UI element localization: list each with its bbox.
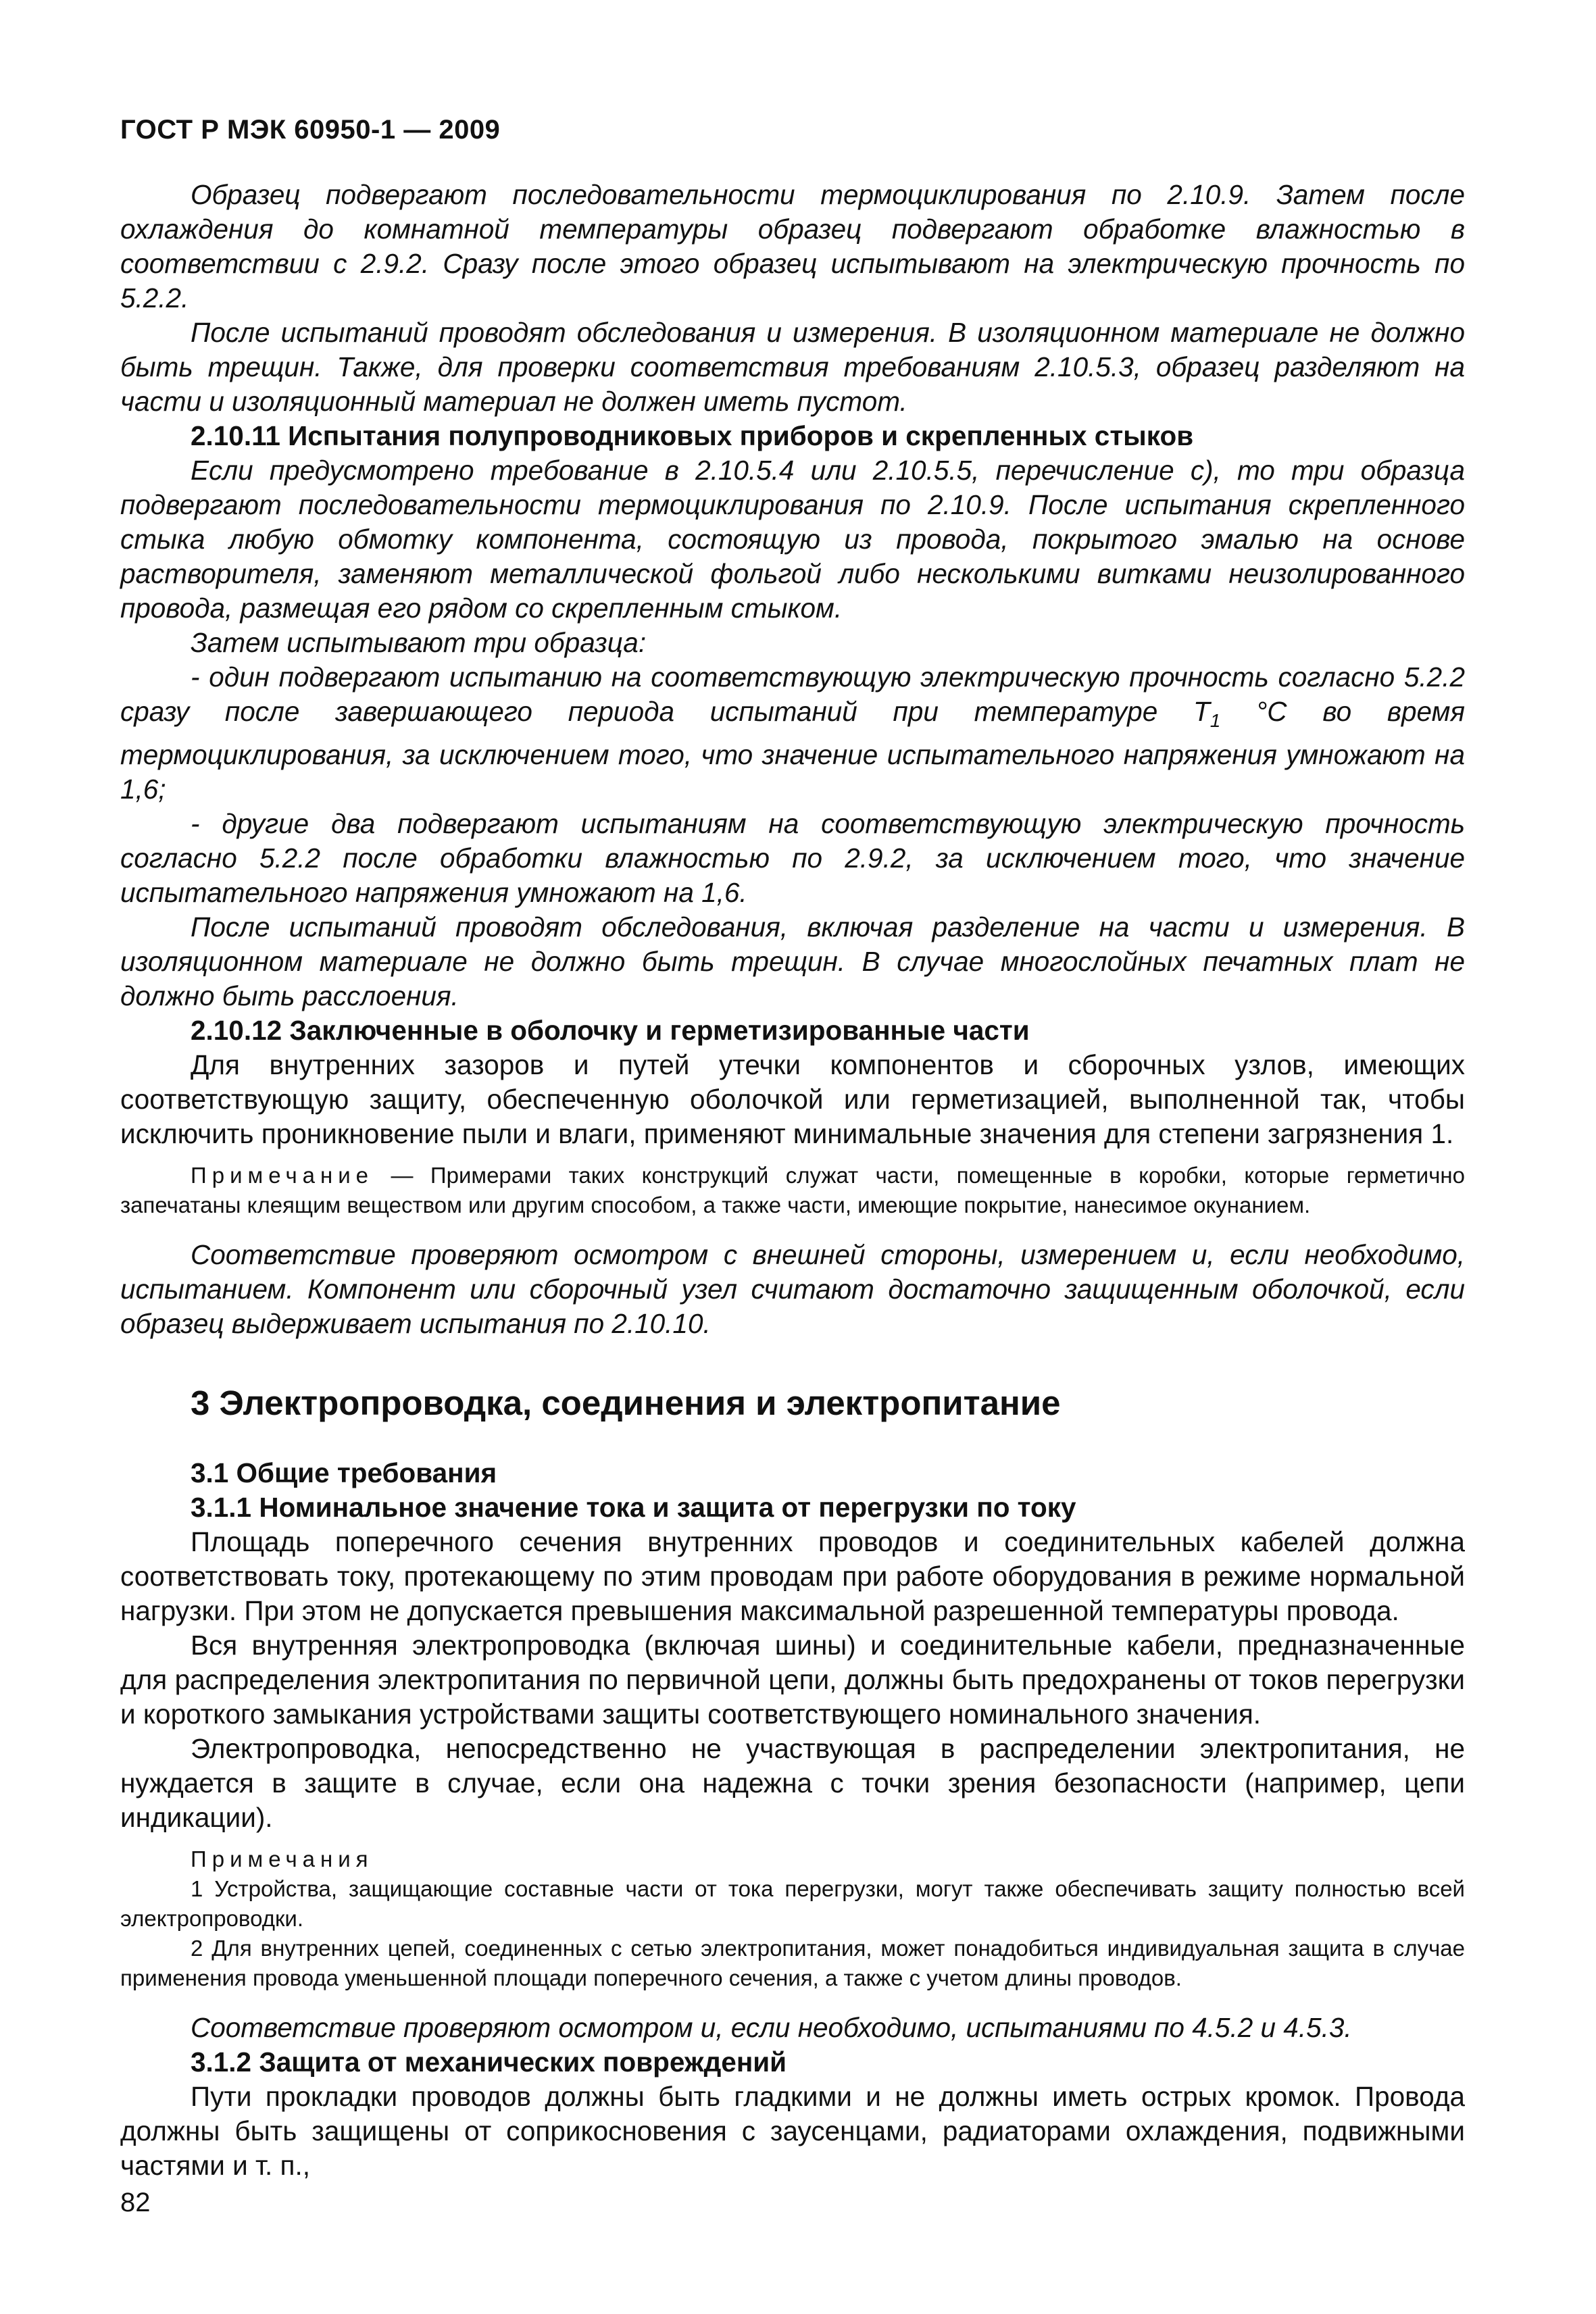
paragraph: Для внутренних зазоров и путей утечки компонентов и сборочных узлов, имеющих соответствующую защиту, обеспеченную оболочкой или герметизацией, выполненной так, чтобы исключить проникновение пыли и влаги, применяют минимальные значения для степени загрязнения 1. [120,1049,1465,1150]
paragraph: Соответствие проверяют осмотром с внешней стороны, измерением и, если необходимо, испытанием. Компонент или сборочный узел считают достаточно защищенным оболочкой, если образец выдерживает испытания по 2.10.10. [120,1239,1465,1340]
notes-label [120,1844,1465,1874]
paragraph-text: °С во время термоциклирования, за исключением того, что значение испытательного напряжения умножают на 1,6; [120,696,1465,805]
paragraph: Электропроводка, непосредственно не участвующая в распределении электропитания, не нуждается в защите в случае, если она надежна с точки зрения безопасности (например, цепи индикации). [120,1733,1465,1834]
note-item: 1 Устройства, защищающие составные части от тока перегрузки, могут также обеспечивать защиту полностью всей электропроводки. [120,1876,1465,1932]
page-number: 82 [120,2188,151,2217]
subsection-heading-2-10-11: 2.10.11 Испытания полупроводниковых приборов и скрепленных стыков [191,420,1194,451]
paragraph: Пути прокладки проводов должны быть гладкими и не должны иметь острых кромок. Провода должны быть защищены от соприкосновения с заусенцами, радиаторами охлаждения, подвижными частями и т. п., [120,2081,1465,2182]
paragraph: Площадь поперечного сечения внутренних проводов и соединительных кабелей должна соответствовать току, протекающему по этим проводам при работе оборудования в режиме нормальной нагрузки. При этом не допускается превышения максимальной разрешенной температуры провода. [120,1526,1465,1627]
note-label: Примечание [191,1163,374,1188]
paragraph: Затем испытывают три образца: [191,627,647,658]
paragraph-text: - один подвергают испытанию на соответствующую электрическую прочность согласно 5.2.2 сразу после завершающего периода испытаний при температуре T [120,661,1465,727]
subsection-heading-2-10-12: 2.10.12 Заключенные в оболочку и герметизированные части [191,1015,1030,1047]
document-header: ГОСТ Р МЭК 60950-1 — 2009 [120,115,501,145]
notes-label-text: Примечания [191,1846,374,1872]
subsection-heading-3-1: 3.1 Общие требования [191,1457,497,1489]
section-heading-3: 3 Электропроводка, соединения и электропитание [191,1384,1061,1423]
paragraph: После испытаний проводят обследования и измерения. В изоляционном материале не должно быть трещин. Также, для проверки соответствия требованиям 2.10.5.3, образец разделяют на части и изоляционный материал не должен иметь пустот. [120,317,1465,417]
paragraph: Соответствие проверяют осмотром и, если необходимо, испытаниями по 4.5.2 и 4.5.3. [191,2012,1352,2044]
paragraph: - другие два подвергают испытаниям на соответствующую электрическую прочность согласно 5.2.2 после обработки влажностью по 2.9.2, за исключением того, что значение испытательного напряжения умножают на 1,6. [120,808,1465,909]
document-page [120,115,1465,2183]
paragraph: Вся внутренняя электропроводка (включая шины) и соединительные кабели, предназначенные для распределения электропитания по первичной цепи, должны быть предохранены от токов перегрузки и короткого замыкания устройствами защиты соответствующего номинального значения. [120,1630,1465,1730]
note [120,1161,1465,1220]
paragraph [120,660,1465,807]
note-text: — Примерами таких конструкций служат части, помещенные в коробки, которые герметично запечатаны клеящим веществом или другим способом, а также части, имеющие покрытие, нанесимое окунанием. [120,1163,1465,1218]
subscript: 1 [1210,710,1221,732]
subsection-heading-3-1-2: 3.1.2 Защита от механических повреждений [191,2046,787,2078]
paragraph: Образец подвергают последовательности термоциклирования по 2.10.9. Затем после охлаждения до комнатной температуры образец подвергают обработке влажностью в соответствии с 2.9.2. Сразу после этого образец испытывают на электрическую прочность по 5.2.2. [120,179,1465,313]
paragraph: Если предусмотрено требование в 2.10.5.4 или 2.10.5.5, перечисление с), то три образца подвергают последовательности термоциклирования по 2.10.9. После испытания скрепленного стыка любую обмотку компонента, состоящую из провода, покрытого эмалью на основе растворителя, заменяют металлической фольгой либо несколькими витками неизолированного провода, размещая его рядом со скрепленным стыком. [120,455,1465,624]
subsection-heading-3-1-1: 3.1.1 Номинальное значение тока и защита от перегрузки по току [191,1492,1076,1524]
note-item: 2 Для внутренних цепей, соединенных с сетью электропитания, может понадобиться индивидуальная защита в случае применения провода уменьшенной площади поперечного сечения, а также с учетом длины проводов. [120,1936,1465,1991]
paragraph: После испытаний проводят обследования, включая разделение на части и измерения. В изоляционном материале не должно быть трещин. В случае многослойных печатных плат не должно быть расслоения. [120,911,1465,1012]
